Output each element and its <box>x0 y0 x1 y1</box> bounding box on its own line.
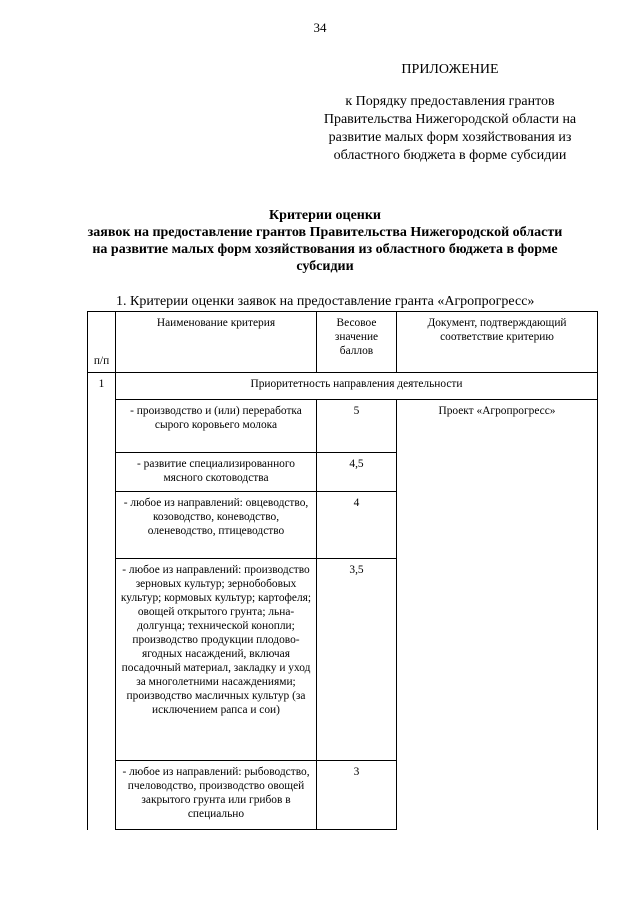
table-header-row <box>88 312 598 373</box>
header-weight: Весовое значение баллов <box>317 312 397 373</box>
header-num: п/п <box>88 312 116 373</box>
header-criterion: Наименование критерия <box>116 312 317 373</box>
document-title-rest: заявок на предоставление грантов Правительства Нижегородской области на развитие малых форм хозяйствования из областного бюджета в форме субсидии <box>87 225 563 274</box>
page-number: 34 <box>313 20 327 35</box>
header-document: Документ, подтверждающий соответствие критерию <box>397 312 598 373</box>
criterion-cell: - любое из направлений: овцеводство, козоводство, коневодство, оленеводство, птицеводство <box>116 492 317 559</box>
group-title: Приоритетность направления деятельности <box>116 373 598 400</box>
document-title <box>80 207 570 275</box>
table-row <box>88 373 598 400</box>
criterion-cell: - любое из направлений: рыбоводство, пчеловодство, производство овощей закрытого грунта или грибов в специально <box>116 761 317 830</box>
section-heading: 1. Критерии оценки заявок на предоставление гранта «Агропрогресс» <box>116 294 535 309</box>
criterion-cell: - любое из направлений: производство зерновых культур; зернобобовых культур; кормовых культур; картофеля; овощей открытого грунта; льна-долгунца; технической конопли; производство продукции плодово-ягодных насаждений, включая посадочный материал, закладку и уход за многолетними насаждениями; производство масличных культур (за исключением рапса и сои) <box>116 559 317 761</box>
group-number: 1 <box>88 373 116 830</box>
weight-cell: 4 <box>317 492 397 559</box>
weight-cell: 3,5 <box>317 559 397 761</box>
appendix-title: ПРИЛОЖЕНИЕ <box>401 62 499 77</box>
document-title-line1: Критерии оценки <box>269 208 381 223</box>
criterion-cell: - развитие специализированного мясного скотоводства <box>116 453 317 492</box>
document-cell: Проект «Агропрогресс» <box>397 400 598 830</box>
weight-cell: 3 <box>317 761 397 830</box>
criterion-cell: - производство и (или) переработка сырого коровьего молока <box>116 400 317 453</box>
appendix-subtitle: к Порядку предоставления грантов Правительства Нижегородской области на развитие малых форм хозяйствования из областного бюджета в форме субсидии <box>323 94 577 163</box>
weight-cell: 5 <box>317 400 397 453</box>
table-row <box>88 400 598 453</box>
weight-cell: 4,5 <box>317 453 397 492</box>
criteria-table <box>87 311 598 830</box>
